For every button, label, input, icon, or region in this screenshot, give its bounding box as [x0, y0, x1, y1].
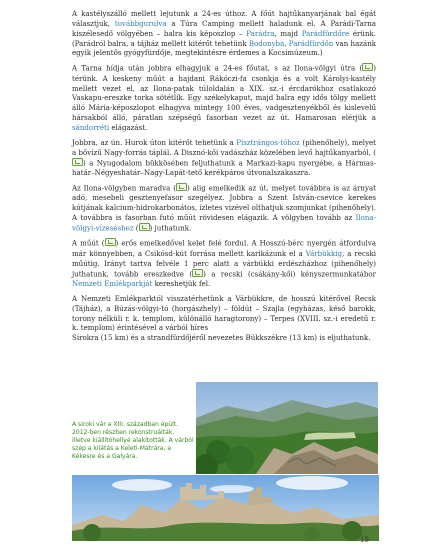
text-run: ) juthatunk.: [149, 223, 192, 233]
place-link[interactable]: Parádfürdőre: [301, 28, 350, 38]
castle-ruin-illustration: [72, 475, 379, 541]
text-run: A műút (: [72, 238, 105, 248]
place-link[interactable]: Parádfürdőn: [288, 38, 334, 48]
bike-route-sign-icon: [72, 158, 83, 166]
text-run: a Túra Camping mellett haladunk el. A Parádi-Tarna kiszélesedő völgyében – balra kis képoszlop –: [72, 18, 376, 38]
valley-landscape-photo: [196, 382, 378, 474]
place-link[interactable]: Parádra: [246, 28, 275, 38]
paragraph: [72, 63, 376, 132]
text-run: Sirokra (15 km) és a strandfürdőjéről nevezetes Bükkszékre (13 km) is eljuthatunk.: [72, 333, 371, 343]
paragraph: [72, 9, 376, 58]
text-run: ) a Nyugodalom bükkösében feljuthatunk a Markazi-kapu nyergébe, a Hármas-határ–Négyeshatár–Nagy-Lapát-tető kerékpáros útvonalszakaszra.: [72, 158, 376, 178]
text-run: ) térünk. A keskeny műút a hajdani Rákóczi-fa csonkja és a volt Károlyi-kastély mellett vezet el, az Ilona-patak túloldalán a XIX. sz.-i ércdarókhoz csatlakozó Vaskapu-ereszke torka sötétlik. Egy székelykaput, majd balra egy idős tölgy mellett álló Mária-képoszlopot elhagyva mintegy 100 éves, vadgesztenyékből és kislevelű hársakból álló, páratlan szépségű fasorban vezet az út. Hamarosan elérjük a: [72, 63, 376, 123]
text-run: ) alig emelkedik az út, melyet továbbra is az árnyat adó, mesebeli gesztenyefasor szegélyez. Jobbra a Szent István-csevice kerekes kútjának kalcium-hidrokarbonátos, ízletes vizével olthatjuk szomjunkat (pihenőhely). A továbbra is fasorban futó műút rövidesen elágazik. A völgyben tovább az: [72, 183, 376, 223]
bike-route-sign-icon: [139, 223, 150, 231]
place-link[interactable]: Nemzeti Emlékparkját: [72, 278, 153, 288]
text-run: ) erős emelkedővel kelet felé fordul. A Hosszú-bérc nyergén átfordulva már könnyebben, a Csikósd-kút forrása mellett karikázunk el a: [72, 238, 376, 258]
text-run: A Tarna hídja után jobbra elhagyjuk a 24-es főutat, s az Ilona-völgyi útra (: [72, 63, 363, 73]
photo-caption: A siroki vár a XIII. században épült. 2012-ben részben rekonstruálták, illetve kiállítóhellyé alakították. A várból szép a kilátás a Keleti-Mátrára, a Kékesre és a Galyára.: [72, 421, 194, 461]
text-run: A kastélyszálló mellett lejutunk a 24-es úthoz. A főút hajtűkanyarjának bal égát választjuk,: [72, 9, 376, 28]
bike-route-sign-icon: [105, 238, 116, 246]
siroki-castle-photo: [72, 475, 379, 541]
text-run: Az Ilona-völgyben maradva (: [72, 183, 176, 193]
text-run: (: [133, 223, 139, 233]
text-run: A Nemzeti Emlékparktól visszatérhetünk a Várbükkre, de hosszú kitérővel Recsk (Tájház), a Búzás-völgyi-tó (horgászhely) – földút – Szajla (egyházas, késő barokk, torony nélküli r. k. templom, különálló haragtorony) – Terpes (XVIII. sz.-i eredetű r. k. templom) érintésével a várból híres: [72, 293, 376, 333]
paragraph: [72, 183, 376, 233]
paragraph: [72, 238, 376, 288]
place-link[interactable]: Bodonyba: [248, 38, 285, 48]
place-link[interactable]: sándorréti: [72, 122, 110, 132]
text-run: , a recski műútig. Irányt tartva felvéle 1 perc alatt a várbükki erdészházhoz (pihenőhely) juthatunk, tovább ereszkedve (: [72, 248, 376, 278]
place-link[interactable]: továbbgurulva: [114, 18, 167, 28]
place-link[interactable]: Ilona-völgyi-vízeséshez: [72, 213, 376, 233]
body-text-column: [72, 9, 376, 348]
text-run: Jobbra, az ún. Hurok úton kitérőt tehetünk a: [72, 138, 237, 147]
text-run: (pihenőhely), melyet a bővizű Nagy-forrás táplál. A Disznó-kői vadászház közelében levő hajtűkanyarból, (: [72, 138, 376, 157]
place-link[interactable]: Várbükkig: [305, 248, 343, 258]
text-run: ,: [284, 38, 289, 48]
place-link[interactable]: Pisztrángos-tóhoz: [236, 138, 300, 147]
paragraph: [72, 138, 376, 178]
page-number: 19: [360, 536, 369, 544]
valley-landscape-illustration: [196, 382, 378, 474]
bike-route-sign-icon: [176, 183, 187, 191]
paragraph: [72, 294, 376, 343]
bike-route-sign-icon: [192, 269, 203, 277]
text-run: érünk. (Parádról balra, a tájház mellett kitérőt tehetünk: [72, 28, 376, 48]
bike-route-sign-icon: [362, 63, 373, 71]
text-run: ) a recski (csákány-kői) kényszermunkatábor: [203, 269, 376, 278]
text-run: elágazást.: [109, 122, 148, 132]
text-run: kereshetjük fel.: [152, 278, 211, 288]
text-run: , majd: [274, 28, 302, 38]
text-run: van hazánk egyik jelentős gyógyfürdője, megtekintésre érdemes a Kocsimúzeum.): [72, 38, 377, 58]
